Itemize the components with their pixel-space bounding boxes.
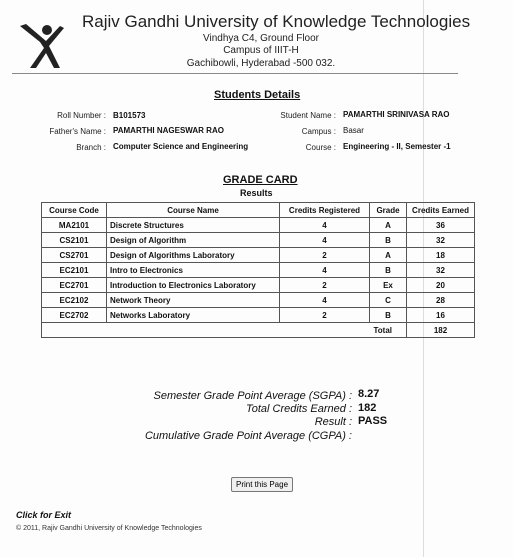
address-line-2: Campus of IIIT-H [223,45,299,56]
course-code: CS2701 [42,248,107,263]
grade: B [370,233,407,248]
credits-earned: 16 [407,308,475,323]
credits-registered: 2 [280,308,370,323]
course-code: EC2101 [42,263,107,278]
campus-label: Campus : [301,127,336,136]
grade: C [370,293,407,308]
credits-registered: 2 [280,278,370,293]
course-code: MA2101 [42,218,107,233]
exit-link[interactable]: Click for Exit [16,510,72,520]
grade: A [370,248,407,263]
university-logo-icon [16,22,68,70]
col-credits-earned: Credits Earned [407,203,475,218]
table-row [42,248,475,263]
col-credits-registered: Credits Registered [280,203,370,218]
table-row [42,263,475,278]
cgpa-label: Cumulative Grade Point Average (CGPA) : [144,430,352,442]
total-credits-label: Total Credits Earned : [246,403,352,415]
course-name: Design of Algorithms Laboratory [107,248,280,263]
credits-registered: 2 [280,248,370,263]
course-value: Engineering - II, Semester -1 [343,142,451,151]
result-value: PASS [358,415,388,427]
course-code: EC2701 [42,278,107,293]
course-name: Design of Algorithm [107,233,280,248]
table-header-row [42,203,475,218]
table-row [42,278,475,293]
col-grade: Grade [370,203,407,218]
course-code: EC2102 [42,293,107,308]
total-row [42,323,475,338]
grade: B [370,263,407,278]
grade: B [370,308,407,323]
credits-earned: 28 [407,293,475,308]
credits-registered: 4 [280,293,370,308]
header-divider [12,73,458,74]
grade: Ex [370,278,407,293]
course-name: Introduction to Electronics Laboratory [107,278,280,293]
print-page-button[interactable]: Print this Page [231,477,293,492]
copyright-text: © 2011, Rajiv Gandhi University of Knowledge Technologies [16,525,202,532]
result-label: Result : [314,416,352,428]
roll-number-label: Roll Number : [57,111,106,120]
address-line-3: Gachibowli, Hyderabad -500 032. [186,58,336,69]
sgpa-value: 8.27 [358,388,380,400]
roll-number-value: B101573 [113,111,146,120]
campus-value: Basar [343,126,364,135]
student-name-label: Student Name : [280,111,336,120]
credits-earned: 32 [407,263,475,278]
student-name-value: PAMARTHI SRINIVASA RAO [343,110,450,119]
col-course-name: Course Name [107,203,280,218]
course-name: Networks Laboratory [107,308,280,323]
results-subtitle: Results [240,188,273,198]
branch-value: Computer Science and Engineering [113,142,249,151]
credits-registered: 4 [280,263,370,278]
address-line-1: Vindhya C4, Ground Floor [203,33,319,44]
credits-earned: 32 [407,233,475,248]
grade-card-title: GRADE CARD [223,174,298,186]
table-row [42,233,475,248]
credits-registered: 4 [280,218,370,233]
credits-registered: 4 [280,233,370,248]
course-name: Intro to Electronics [107,263,280,278]
total-value: 182 [407,323,475,338]
course-code: CS2101 [42,233,107,248]
credits-earned: 18 [407,248,475,263]
fathers-name-label: Father's Name : [49,127,106,136]
table-row [42,308,475,323]
total-label: Total [42,323,407,338]
credits-earned: 20 [407,278,475,293]
students-details-title: Students Details [214,89,301,101]
grade: A [370,218,407,233]
branch-label: Branch : [76,143,106,152]
table-row [42,293,475,308]
course-label: Course : [305,143,336,152]
fathers-name-value: PAMARTHI NAGESWAR RAO [113,126,224,135]
grades-table [41,202,475,338]
course-name: Network Theory [107,293,280,308]
credits-earned: 36 [407,218,475,233]
university-name: Rajiv Gandhi University of Knowledge Technologies [82,12,471,31]
col-course-code: Course Code [42,203,107,218]
course-code: EC2702 [42,308,107,323]
sgpa-label: Semester Grade Point Average (SGPA) : [153,390,352,402]
table-row [42,218,475,233]
total-credits-value: 182 [358,402,377,414]
course-name: Discrete Structures [107,218,280,233]
